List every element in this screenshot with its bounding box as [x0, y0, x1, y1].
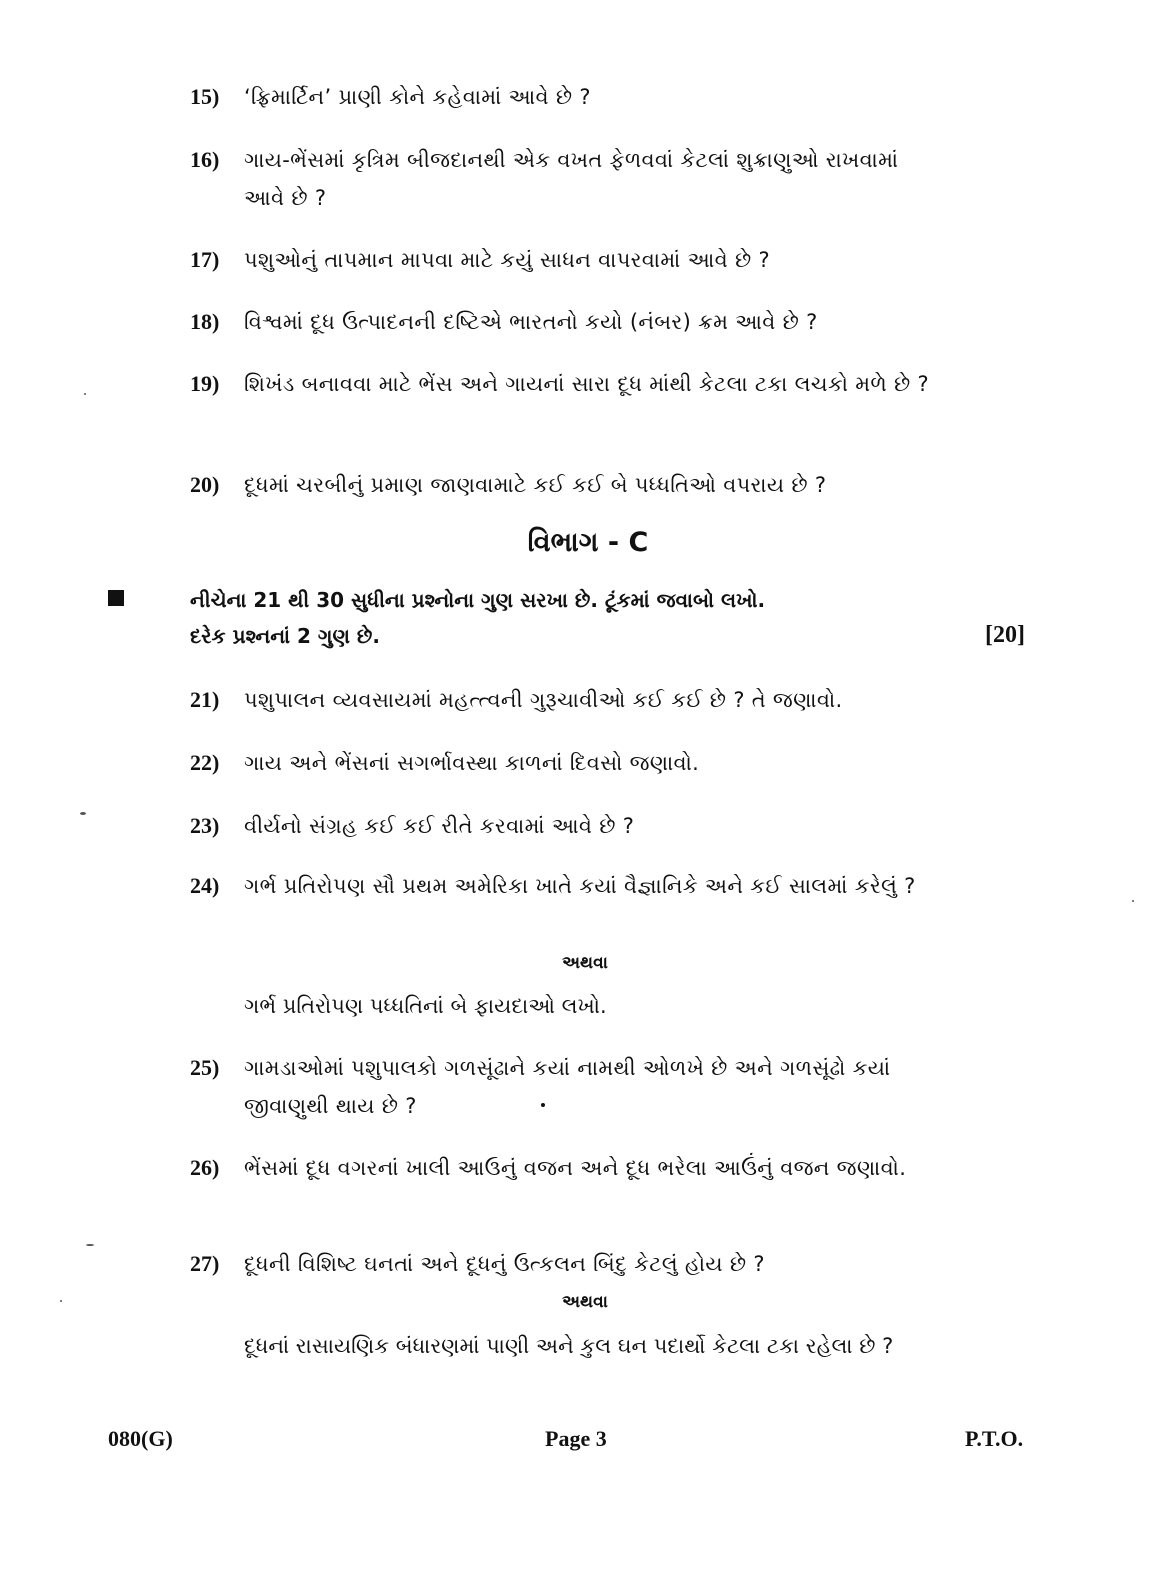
question-17 [190, 241, 930, 279]
question-20 [190, 466, 930, 504]
question-number: 16) [190, 147, 220, 172]
pto-label: P.T.O. [965, 1426, 1024, 1451]
square-bullet-icon [108, 590, 124, 606]
question-number: 22) [190, 750, 220, 775]
scan-speck [541, 1103, 545, 1107]
question-number: 19) [190, 371, 220, 396]
paper-code: 080(G) [108, 1426, 173, 1451]
scan-speck [86, 1244, 94, 1246]
question-23 [190, 807, 930, 845]
question-16 [190, 141, 930, 217]
question-text: વિશ્વમાં દૂધ ઉત્પાદનની દષ્ટિએ ભારતનો કયો (નંબર) ક્રમ આવે છે ? [244, 310, 818, 334]
question-number: 25) [190, 1055, 220, 1080]
section-marks: [20] [985, 622, 1025, 648]
question-number: 27) [190, 1251, 220, 1276]
instruction-line-1: નીચેના 21 થી 30 સુધીના પ્રશ્નોના ગુણ સરખા છે. ટૂંકમાં જવાબો લખો. [190, 588, 766, 612]
instruction-line-2: દરેક પ્રશ્નનાં 2 ગુણ છે. [190, 624, 380, 648]
scan-speck [1132, 900, 1134, 902]
alternative-question: ગર્ભ પ્રતિરોપણ પધ્ધતિનાં બે ફાયદાઓ લખો. [244, 994, 607, 1018]
question-text: ગાય અને ભેંસનાં સગર્ભાવસ્થા કાળનાં દિવસો જણાવો. [244, 751, 700, 775]
question-19 [190, 365, 930, 403]
question-number: 24) [190, 873, 220, 898]
question-number: 20) [190, 472, 220, 497]
question-text: ગર્ભ પ્રતિરોપણ સૌ પ્રથમ અમેરિકા ખાતે કયાં વૈજ્ઞાનિકે અને કઈ સાલમાં કરેલું ? [244, 874, 916, 898]
question-number: 18) [190, 309, 220, 334]
question-text: પશુપાલન વ્યવસાયમાં મહત્ત્વની ગુરૂચાવીઓ કઈ કઈ છે ? તે જણાવો. [244, 688, 843, 712]
question-text: વીર્યનો સંગ્રહ કઈ કઈ રીતે કરવામાં આવે છે ? [244, 814, 635, 838]
question-25 [190, 1049, 930, 1125]
question-number: 21) [190, 687, 220, 712]
question-text: દૂધની વિશિષ્ટ ઘનતાં અને દૂધનું ઉત્કલન બિંદુ કેટલું હોય છે ? [244, 1252, 765, 1276]
question-22 [190, 744, 930, 782]
question-text: ‘ફ્રિમાર્ટિન’ પ્રાણી કોને કહેવામાં આવે છે ? [244, 85, 591, 109]
question-26 [190, 1149, 930, 1187]
question-27 [190, 1245, 930, 1283]
or-label: અથવા [562, 1292, 608, 1312]
question-number: 26) [190, 1155, 220, 1180]
page-number: Page 3 [545, 1426, 607, 1451]
question-text: ગાય-ભેંસમાં કૃત્રિમ બીજદાનથી એક વખત ફેળવવાં કેટલાં શુક્રાણુઓ રાખવામાં આવે છે ? [244, 148, 899, 210]
question-number: 17) [190, 247, 220, 272]
question-text: ગામડાઓમાં પશુપાલકો ગળસૂંઢાને કયાં નામથી ઓળખે છે અને ગળસૂંઢો કયાં જીવાણુથી થાય છે ? [244, 1056, 891, 1118]
section-instructions [190, 582, 910, 654]
question-text: ભેંસમાં દૂધ વગરનાં ખાલી આઉનું વજન અને દૂધ ભરેલા આઉંનું વજન જણાવો. [244, 1156, 907, 1180]
scan-speck [80, 812, 86, 815]
question-number: 15) [190, 84, 220, 109]
alternative-question: દૂધનાં રાસાયણિક બંધારણમાં પાણી અને કુલ ઘન પદાર્થો કેટલા ટકા રહેલા છે ? [244, 1334, 894, 1358]
section-title: વિભાગ - C [527, 527, 649, 558]
question-text: દૂધમાં ચરબીનું પ્રમાણ જાણવામાટે કઈ કઈ બે પધ્ધતિઓ વપરાય છે ? [244, 473, 827, 497]
question-text: શિખંડ બનાવવા માટે ભેંસ અને ગાયનાં સારા દૂધ માંથી કેટલા ટકા લચકો મળે છે ? [244, 372, 929, 396]
question-18 [190, 303, 930, 341]
or-label: અથવા [562, 953, 608, 973]
question-21 [190, 681, 930, 719]
question-number: 23) [190, 813, 220, 838]
question-24 [190, 867, 930, 905]
scan-speck [84, 393, 86, 395]
scan-speck [60, 1300, 62, 1302]
question-15 [190, 78, 930, 116]
question-text: પશુઓનું તાપમાન માપવા માટે કયું સાધન વાપરવામાં આવે છે ? [244, 248, 770, 272]
